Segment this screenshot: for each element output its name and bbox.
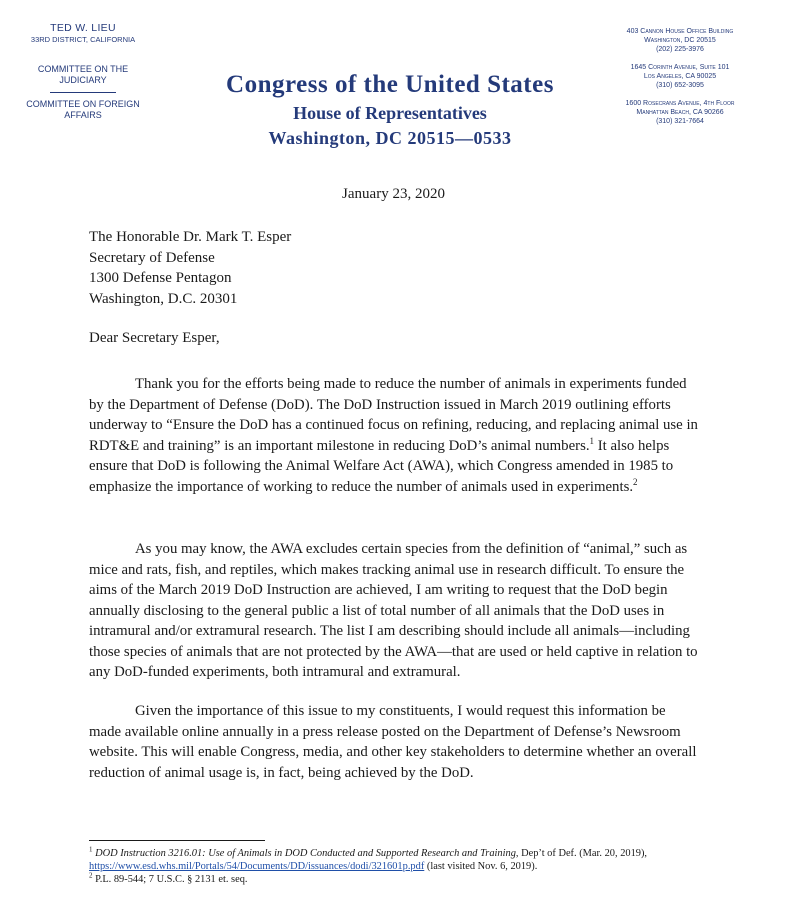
office-address-line: Washington, DC 20515 [644, 37, 716, 44]
office-dc [596, 27, 764, 54]
office-address-line: 1600 Rosecrans Avenue, 4th Floor [625, 100, 735, 107]
footnote-ref-2: 2 [633, 476, 638, 487]
letterhead-member-block [18, 22, 148, 121]
footnote-1 [89, 847, 709, 873]
addressee-block [89, 227, 291, 309]
paragraph-text: It also helps ensure that DoD is following the Animal Welfare Act (AWA), which Congress amended in 1985 to emphasize the importance of working to reduce the number of animals used in experiments. [89, 437, 674, 495]
body-paragraph-3 [89, 701, 701, 783]
paragraph-text: Thank you for the efforts being made to reduce the number of animals in experiments funded by the Department of Defense (DoD). The DoD Instruction issued in March 2019 outlining efforts underway to “Ensure the DoD has a continued focus on refining, reducing, and replacing animal use in RDT&E and training” is an important milestone in reducing DoD’s animal numbers. [89, 376, 698, 454]
addressee-title: Secretary of Defense [89, 249, 215, 266]
office-phone: (202) 225-3976 [656, 46, 704, 53]
office-phone: (310) 321-7664 [656, 118, 704, 125]
footnote-divider [89, 840, 265, 841]
committee-judiciary: COMMITTEE ON THE JUDICIARY [37, 64, 129, 85]
footnote-title: DOD Instruction 3216.01: Use of Animals in DOD Conducted and Supported Research and Training [95, 848, 516, 859]
committee-foreign-affairs: COMMITTEE ON FOREIGN AFFAIRS [26, 99, 140, 120]
member-district: 33RD DISTRICT, CALIFORNIA [30, 35, 136, 44]
footnote-text: P.L. 89-544; 7 U.S.C. § 2131 et. seq. [92, 874, 248, 885]
footnote-ref-1: 1 [589, 435, 595, 446]
office-manhattan-beach [596, 99, 764, 126]
footnote-number: 2 [89, 871, 93, 880]
footnote-link[interactable]: https://www.esd.whs.mil/Portals/54/Documents/DD/issuances/dodi/321601p.pdf [89, 861, 425, 872]
office-address-line: Manhattan Beach, CA 90266 [636, 109, 724, 116]
addressee-name: The Honorable Dr. Mark T. Esper [89, 229, 292, 245]
addressee-street: 1300 Defense Pentagon [89, 270, 232, 286]
city-line: Washington, DC 20515—0533 [268, 128, 512, 148]
body-paragraph-1 [89, 374, 701, 497]
member-name: TED W. LIEU [50, 22, 116, 34]
footnote-text: (last visited Nov. 6, 2019). [424, 861, 538, 872]
letterhead-divider [50, 92, 116, 93]
footnote-number: 1 [89, 845, 93, 854]
footnote-text: , Dep’t of Def. (Mar. 20, 2019), [515, 848, 648, 859]
footnote-2 [89, 873, 709, 886]
letterhead-title-block [190, 70, 590, 150]
footnotes [89, 847, 709, 886]
letter-date: January 23, 2020 [342, 186, 445, 202]
office-phone: (310) 652-3095 [656, 82, 704, 89]
addressee-city: Washington, D.C. 20301 [89, 290, 238, 307]
office-address-line: 1645 Corinth Avenue, Suite 101 [630, 64, 730, 71]
house-title: House of Representatives [293, 103, 487, 123]
paragraph-text: As you may know, the AWA excludes certain species from the definition of “animal,” such as mice and rats, fish, and reptiles, which makes tracking animal use in research difficult. To ensure the aims of the March 2019 DoD Instruction are achieved, I am writing to request that the DoD begin annually disclosing to the general public a list of total number of all animals that the DoD uses in intramural and/or extramural research. The list I am describing should include all animals—including those species of animals that are not protected by the AWA—that are used or held captive in relation to any DoD-funded experiments, both intramural and extramural. [89, 541, 698, 680]
body-paragraph-2 [89, 539, 701, 683]
salutation: Dear Secretary Esper, [89, 330, 220, 346]
letterhead-offices [596, 27, 764, 135]
congress-title: Congress of the United States [226, 71, 554, 98]
office-los-angeles [596, 63, 764, 90]
office-address-line: 403 Cannon House Office Building [626, 28, 734, 35]
office-address-line: Los Angeles, CA 90025 [643, 73, 717, 80]
paragraph-text: Given the importance of this issue to my constituents, I would request this information be made available online annually in a press release posted on the Department of Defense’s Newsroom website. This will enable Congress, media, and other key stakeholders to determine whether an overall reduction of animal usage is, in fact, being achieved by the DoD. [89, 703, 697, 781]
